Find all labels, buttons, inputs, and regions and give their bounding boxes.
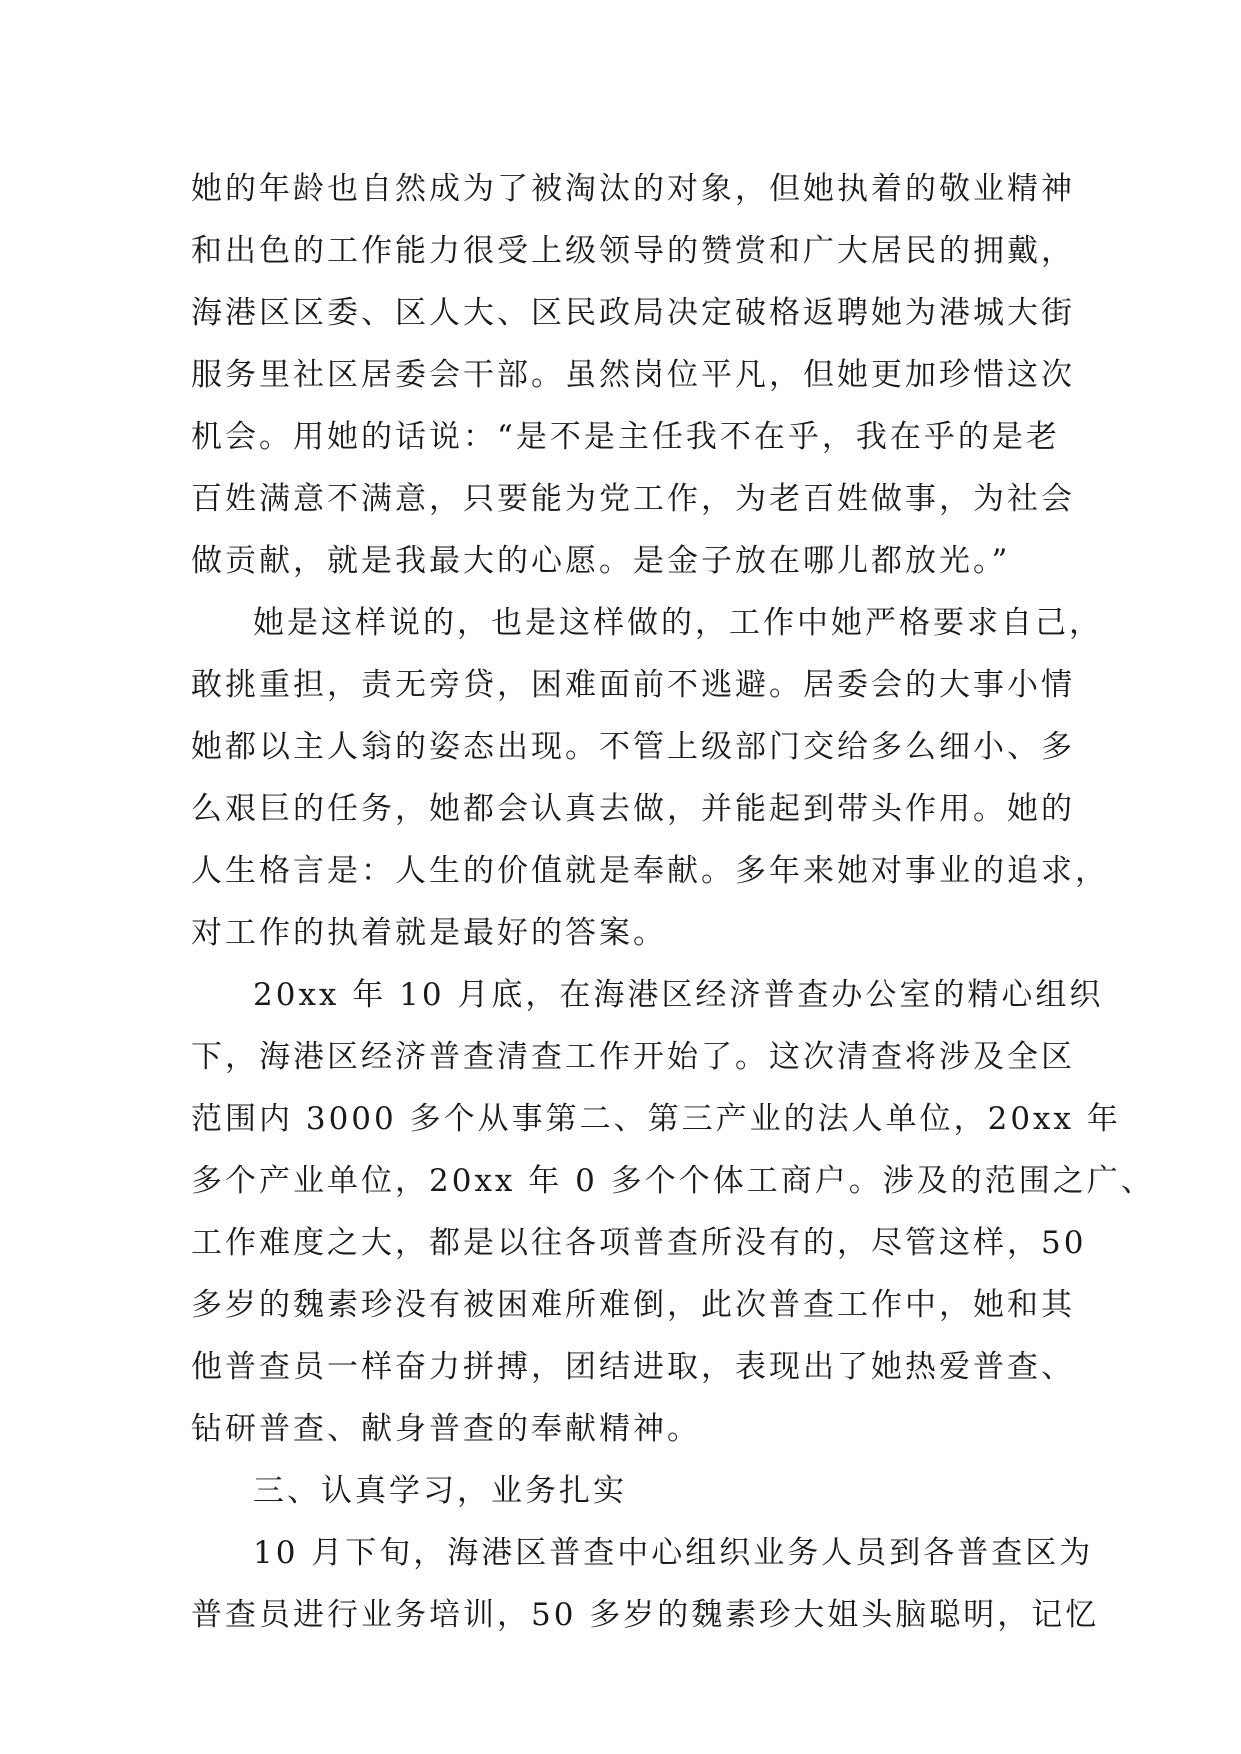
text-line: 人生格言是：人生的价值就是奉献。多年来她对事业的追求，	[191, 853, 1109, 889]
text-line: 机会。用她的话说：“是不是主任我不在乎，我在乎的是老	[191, 419, 1060, 455]
paragraph-start-line: 10 月下旬，海港区普查中心组织业务人员到各普查区为	[253, 1535, 1094, 1571]
text-line: 多岁的魏素珍没有被困难所难倒，此次普查工作中，她和其	[191, 1287, 1075, 1323]
text-line: 百姓满意不满意，只要能为党工作，为老百姓做事，为社会	[191, 481, 1075, 517]
text-line: 海港区区委、区人大、区民政局决定破格返聘她为港城大街	[191, 295, 1075, 331]
text-line: 和出色的工作能力很受上级领导的赞赏和广大居民的拥戴，	[191, 233, 1075, 269]
text-line: 做贡献，就是我最大的心愿。是金子放在哪儿都放光。”	[191, 543, 1011, 579]
text-line: 范围内 3000 多个从事第二、第三产业的法人单位，20xx 年	[191, 1101, 1121, 1137]
text-line: 对工作的执着就是最好的答案。	[191, 915, 667, 951]
text-line: 她的年龄也自然成为了被淘汰的对象，但她执着的敬业精神	[191, 171, 1075, 207]
paragraph-start-line: 她是这样说的，也是这样做的，工作中她严格要求自己，	[253, 605, 1103, 641]
text-line: 她都以主人翁的姿态出现。不管上级部门交给多么细小、多	[191, 729, 1075, 765]
text-line: 敢挑重担，责无旁贷，困难面前不逃避。居委会的大事小情	[191, 667, 1075, 703]
section-heading: 三、认真学习，业务扎实	[253, 1473, 627, 1509]
text-line: 工作难度之大，都是以往各项普查所没有的，尽管这样，50	[191, 1225, 1087, 1261]
text-line: 下，海港区经济普查清查工作开始了。这次清查将涉及全区	[191, 1039, 1075, 1075]
text-line: 多个产业单位，20xx 年 0 多个个体工商户。涉及的范围之广、	[191, 1163, 1155, 1199]
text-line: 他普查员一样奋力拼搏，团结进取，表现出了她热爱普查、	[191, 1349, 1075, 1385]
text-line: 服务里社区居委会干部。虽然岗位平凡，但她更加珍惜这次	[191, 357, 1075, 393]
text-line: 么艰巨的任务，她都会认真去做，并能起到带头作用。她的	[191, 791, 1075, 827]
text-line: 钻研普查、献身普查的奉献精神。	[191, 1411, 701, 1447]
text-line: 普查员进行业务培训，50 多岁的魏素珍大姐头脑聪明，记忆	[191, 1597, 1100, 1633]
paragraph-start-line: 20xx 年 10 月底，在海港区经济普查办公室的精心组织	[253, 977, 1104, 1013]
document-body	[191, 158, 1155, 1646]
